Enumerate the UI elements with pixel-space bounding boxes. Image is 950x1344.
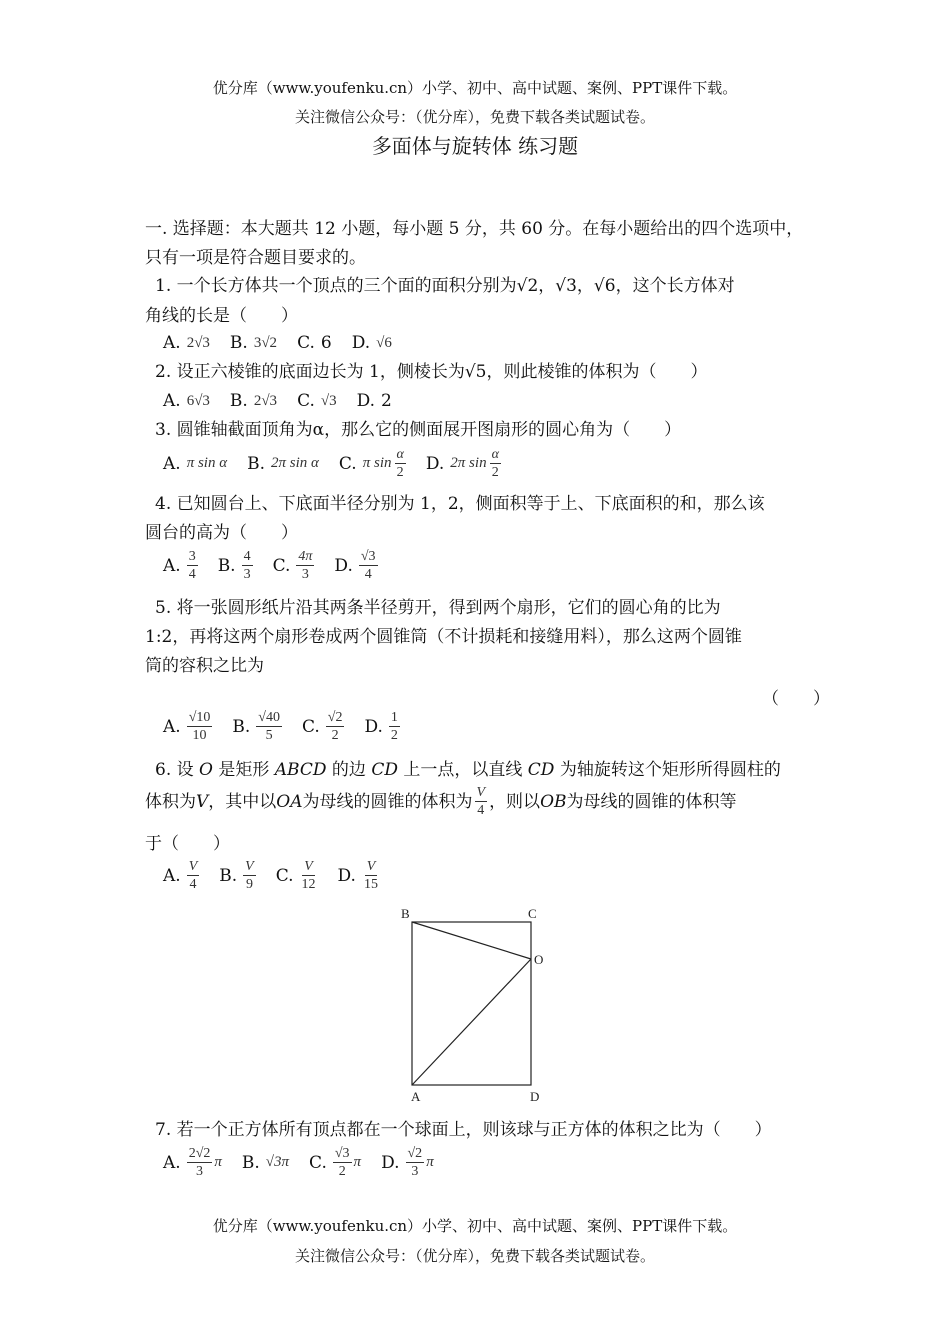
header-line-1: 优分库（www.youfenku.cn）小学、初中、高中试题、案例、PPT课件下载。 (212, 79, 738, 97)
q2-stem: 2. 设正六棱锥的底面边长为 1，侧棱长为√5，则此棱锥的体积为（ ） (155, 362, 708, 382)
q1-option-a[interactable]: A. 2√3 (163, 333, 210, 353)
q4-option-a[interactable]: A. $\frac{3}{4}$ (163, 549, 196, 582)
label-a: A (411, 1089, 421, 1104)
q4-stem-line-1: 4. 已知圆台上、下底面半径分别为 1，2，侧面积等于上、下底面积的和，那么该 (155, 494, 765, 514)
q5-option-a[interactable]: A. $\frac{√10}{10}$ (163, 710, 211, 743)
q5-stem-line-2: 1:2，再将这两个扇形卷成两个圆锥筒（不计损耗和接缝用料），那么这两个圆锥 (145, 627, 742, 647)
q2-option-a[interactable]: A. 6√3 (163, 391, 210, 411)
q3-options (163, 446, 521, 481)
q5-options (163, 709, 420, 744)
q6-option-a[interactable]: A. $\frac{V}{4}$ (163, 859, 198, 892)
q3-option-b[interactable]: B. 2π sin α (247, 453, 319, 474)
page-title: 多面体与旋转体 练习题 (371, 134, 579, 158)
q2-options (163, 391, 412, 411)
q5-option-d[interactable]: D. $\frac{1}{2}$ (364, 710, 398, 743)
q6-option-d[interactable]: D. $\frac{V}{15}$ (337, 859, 378, 892)
q7-options (163, 1145, 454, 1180)
q2-option-b[interactable]: B. 2√3 (229, 391, 278, 411)
q7-option-d[interactable]: D. $\frac{√2}{3}$ π (381, 1146, 434, 1179)
q6-option-c[interactable]: C. $\frac{V}{12}$ (275, 859, 316, 892)
q2-option-d[interactable]: D. 2 (356, 391, 392, 411)
section-intro-line-2: 只有一项是符合题目要求的。 (145, 248, 366, 268)
q5-option-c[interactable]: C. $\frac{√2}{2}$ (301, 710, 343, 743)
q5-answer-paren: （ ） (762, 689, 830, 709)
q6-stem-line-3: 于（ ） (145, 834, 230, 854)
q1-stem-line-1: 1. 一个长方体共一个顶点的三个面的面积分别为√2，√3，√6，这个长方体对 (155, 276, 735, 296)
q1-option-c[interactable]: C. 6 (297, 333, 332, 353)
q5-option-b[interactable]: B. $\frac{√40}{5}$ (232, 710, 280, 743)
q2-option-c[interactable]: C. √3 (297, 391, 337, 411)
q7-option-b[interactable]: B. √3π (241, 1152, 290, 1173)
label-d: D (530, 1089, 540, 1104)
q6-option-b[interactable]: B. $\frac{V}{9}$ (219, 859, 254, 892)
q1-option-d[interactable]: D. √6 (351, 333, 392, 353)
label-c: C (528, 906, 537, 921)
segment-ob (412, 922, 531, 959)
q4-option-d[interactable]: D. $\frac{√3}{4}$ (334, 549, 376, 582)
footer-line-1: 优分库（www.youfenku.cn）小学、初中、高中试题、案例、PPT课件下载。 (212, 1217, 738, 1235)
q6-stem-line-1: 6. 设 O 是矩形 ABCD 的边 CD 上一点，以直线 CD 为轴旋转这个矩形所得圆柱的 (155, 760, 781, 780)
q1-option-b[interactable]: B. 3√2 (229, 333, 278, 353)
q5-stem-line-3: 筒的容积之比为 (145, 656, 264, 676)
rectangle-abcd-figure (395, 902, 555, 1107)
q3-stem: 3. 圆锥轴截面顶角为α，那么它的侧面展开图扇形的圆心角为（ ） (155, 420, 682, 440)
q6-stem-line-2: 体积为 V ，其中以 OA 为母线的圆锥的体积为 $\frac{V}{4}$ ，则以 OB 为母线的圆锥的体积等 (145, 785, 737, 818)
q4-option-b[interactable]: B. $\frac{4}{3}$ (217, 549, 251, 582)
section-intro-line-1: 一. 选择题：本大题共 12 小题，每小题 5 分，共 60 分。在每小题给出的四个选项中， (145, 219, 804, 239)
q7-stem: 7. 若一个正方体所有顶点都在一个球面上，则该球与正方体的体积之比为（ ） (155, 1120, 772, 1140)
label-b: B (401, 906, 410, 921)
q5-stem-line-1: 5. 将一张圆形纸片沿其两条半径剪开，得到两个扇形，它们的圆心角的比为 (155, 598, 721, 618)
q7-option-a[interactable]: A. $\frac{2√2}{3}$ π (163, 1146, 222, 1179)
rectangle-abcd (412, 922, 531, 1085)
q1-stem-line-2: 角线的长是（ ） (145, 306, 298, 326)
q3-option-a[interactable]: A. π sin α (163, 453, 228, 474)
q4-stem-line-2: 圆台的高为（ ） (145, 523, 298, 543)
q6-options (163, 858, 400, 893)
header-line-2: 关注微信公众号：（优分库），免费下载各类试题试卷。 (294, 108, 655, 126)
segment-oa (412, 959, 531, 1085)
q7-option-c[interactable]: C. $\frac{√3}{2}$ π (309, 1146, 362, 1179)
q4-option-c[interactable]: C. $\frac{4\pi}{3}$ (272, 549, 313, 582)
footer-line-2: 关注微信公众号：（优分库），免费下载各类试题试卷。 (294, 1247, 655, 1265)
q4-options (163, 548, 398, 583)
q1-options (163, 333, 412, 353)
q3-option-c[interactable]: C. π sin $\frac{\alpha}{2}$ (338, 447, 404, 480)
q3-option-d[interactable]: D. 2π sin $\frac{\alpha}{2}$ (425, 447, 499, 480)
label-o: O (534, 952, 544, 967)
